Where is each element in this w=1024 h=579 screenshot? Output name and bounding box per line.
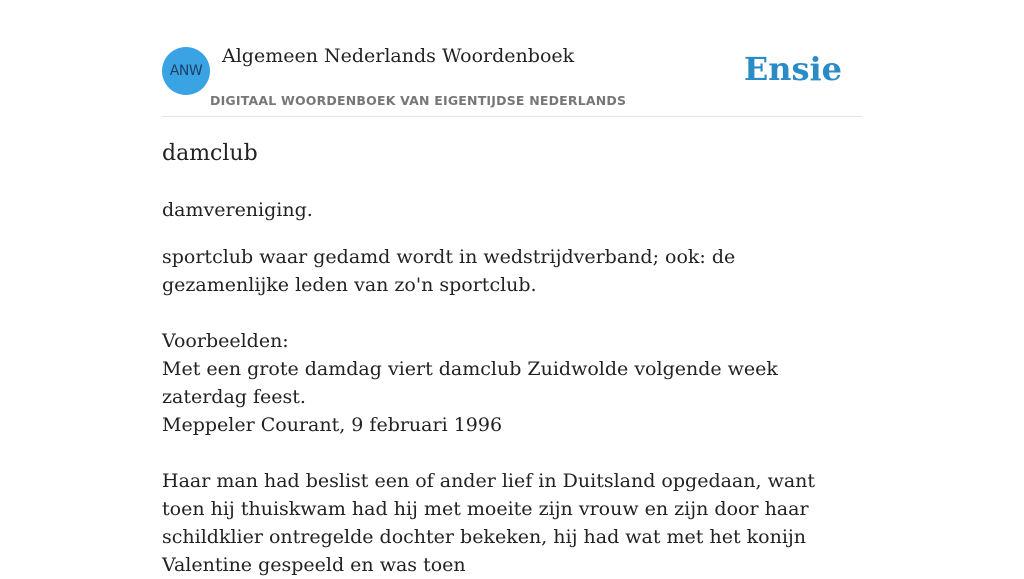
site-header (162, 0, 862, 117)
entry-content (162, 138, 862, 579)
site-title[interactable]: Algemeen Nederlands Woordenboek (222, 45, 575, 67)
logo-text: ANW (169, 63, 203, 79)
site-subtitle: DIGITAAL WOORDENBOEK VAN EIGENTIJDSE NEDERLANDS (210, 93, 627, 108)
example-source: Meppeler Courant, 9 februari 1996 (162, 414, 503, 436)
example-text: Met een grote damdag viert damclub Zuidwolde volgende week zaterdag feest. (162, 358, 778, 408)
headword: damclub (162, 141, 258, 166)
synonym: damvereniging. (162, 199, 313, 221)
anw-logo[interactable] (162, 47, 210, 95)
definition: sportclub waar gedamd wordt in wedstrijdverband; ook: de gezamenlijke leden van zo'n sportclub. (162, 246, 736, 296)
examples-label: Voorbeelden: (162, 330, 289, 352)
example-text: Haar man had beslist een of ander lief in Duitsland opgedaan, want toen hij thuiskwam had hij met moeite zijn vrouw en zijn door haar schildklier ontregelde dochter bekeken, hij had wat met het konijn Valentine gespeeld en was toen (162, 470, 816, 576)
ensie-logo-link[interactable]: Ensie (743, 50, 842, 88)
